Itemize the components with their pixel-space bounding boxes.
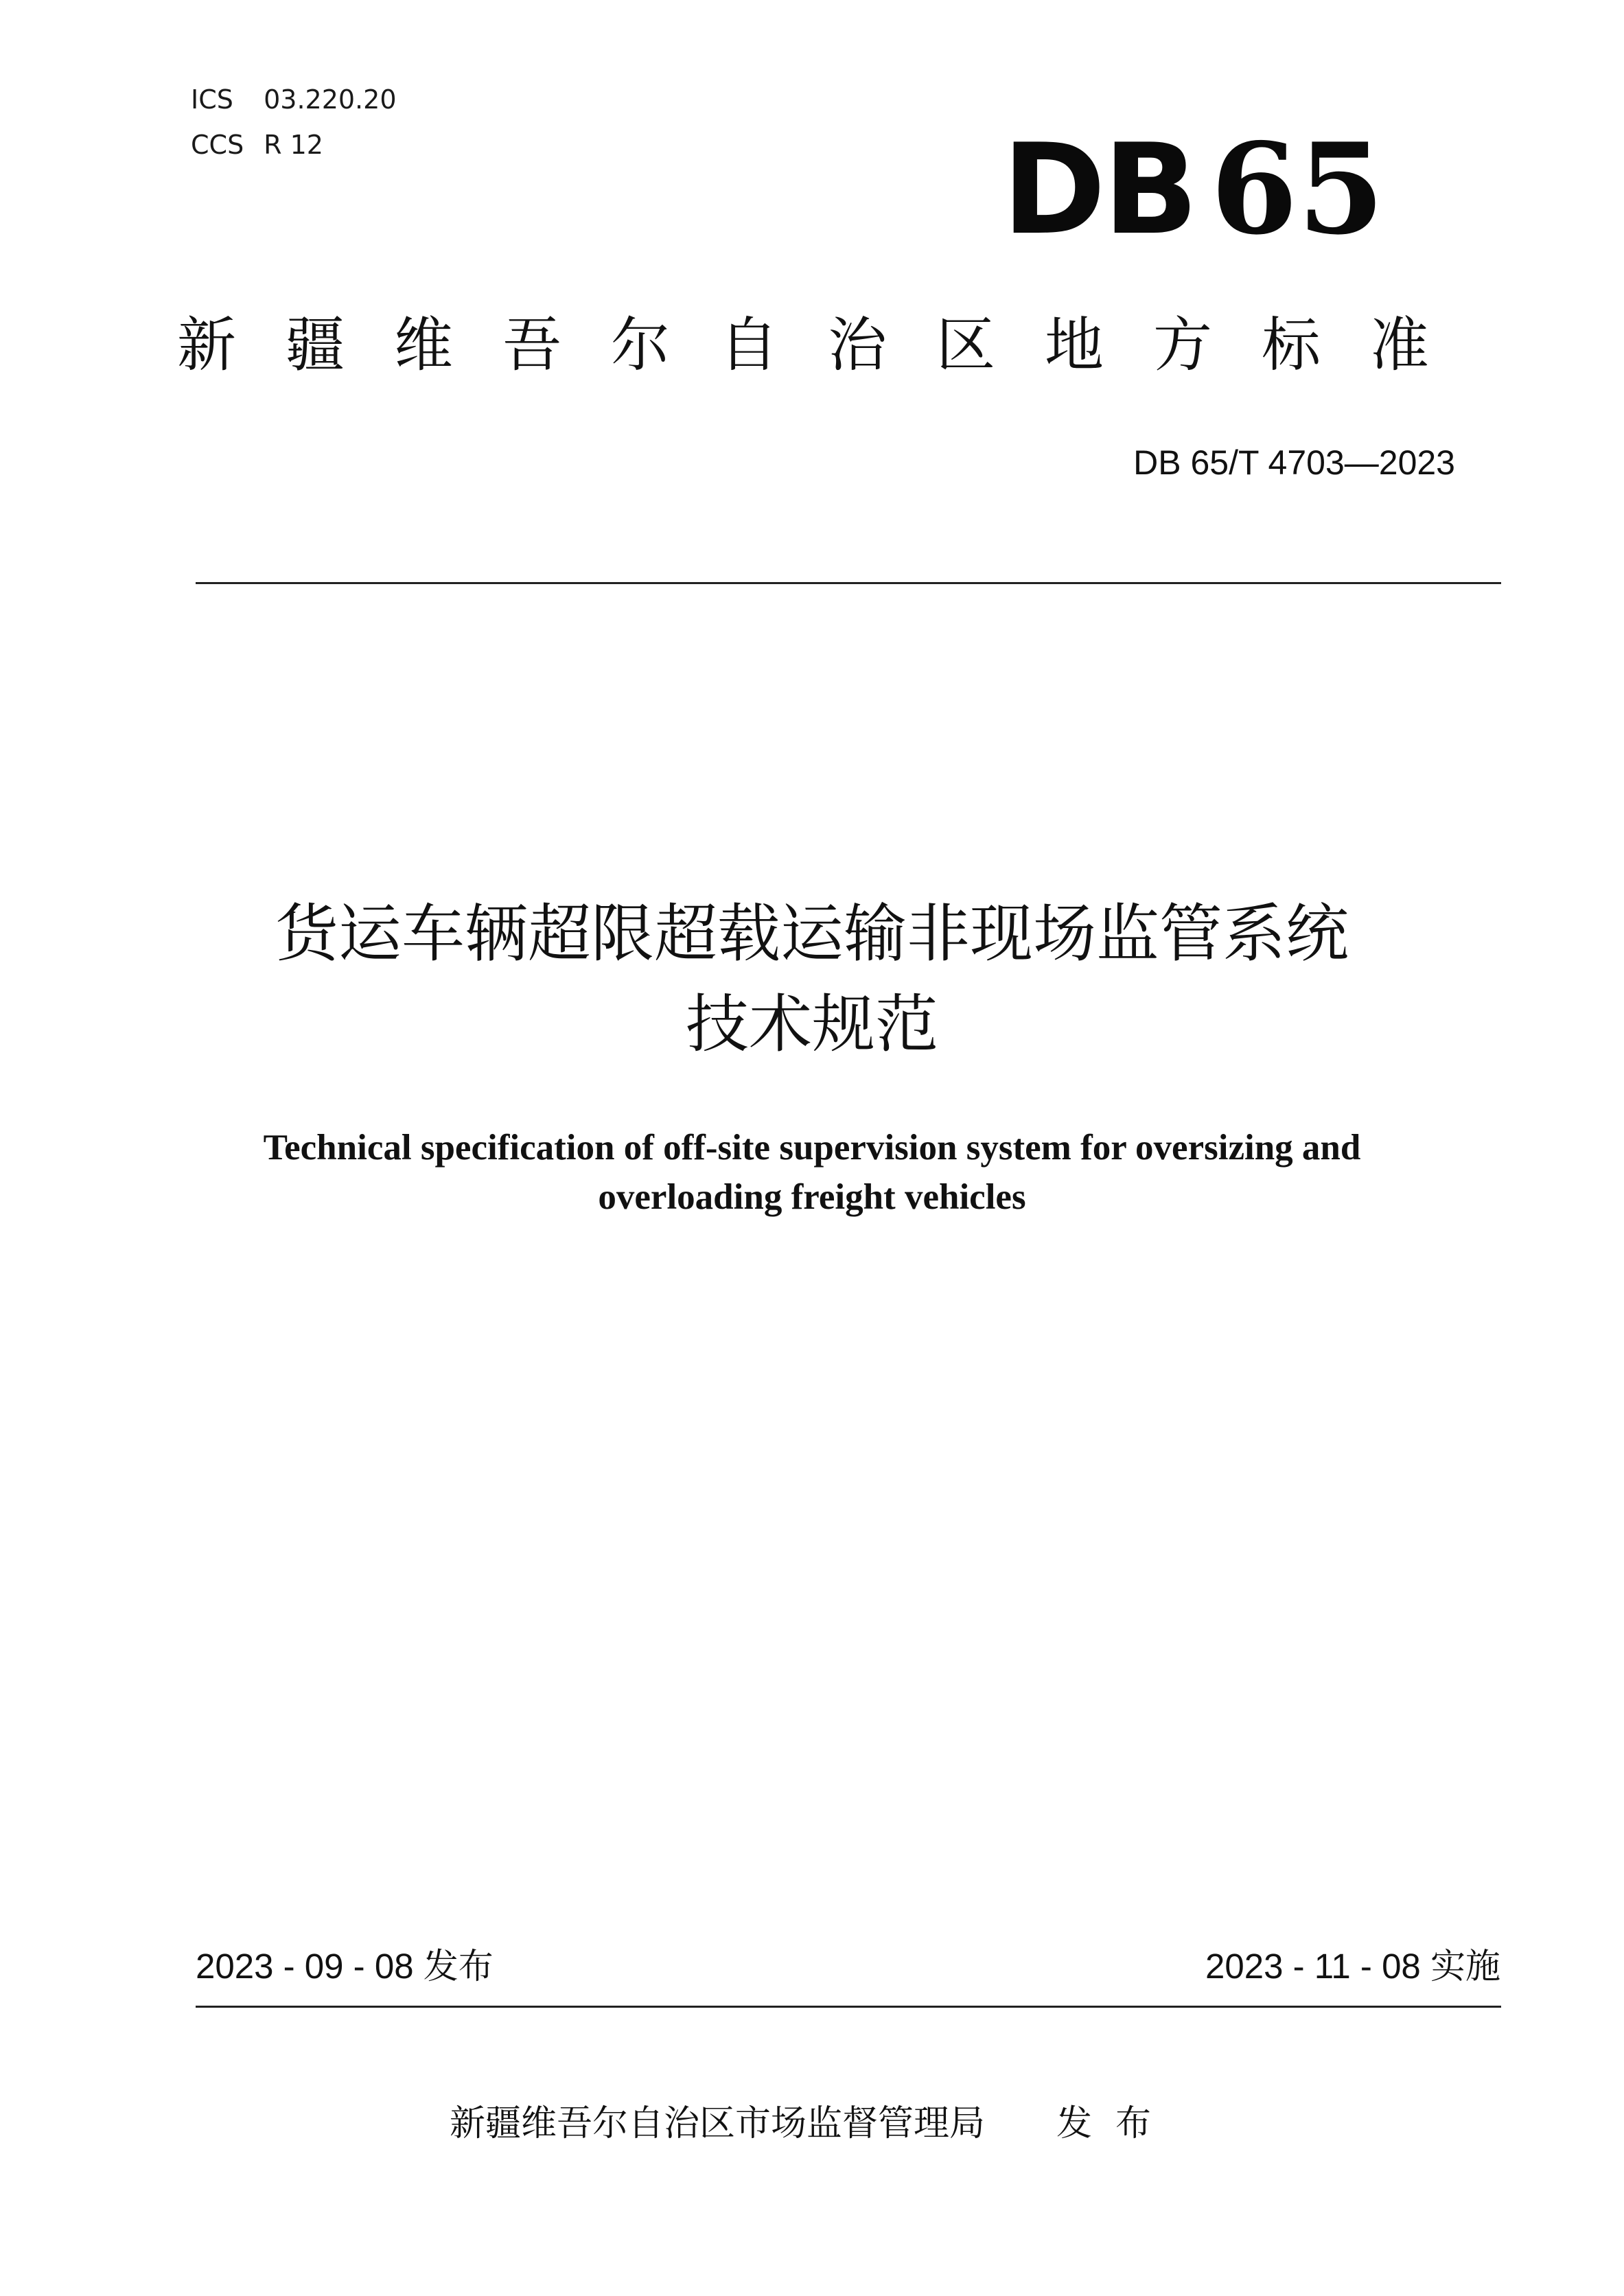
publisher-action: 发布	[1056, 2103, 1175, 2144]
ccs-code: R 12	[264, 130, 323, 160]
publisher-line	[0, 2099, 1624, 2148]
top-divider	[196, 582, 1501, 584]
logo-prefix: DB	[1002, 117, 1196, 262]
publisher-name: 新疆维吾尔自治区市场监督管理局	[449, 2103, 985, 2144]
standard-category: 新疆维吾尔自治区地方标准	[177, 311, 1478, 380]
ccs-row	[191, 122, 397, 167]
bottom-divider	[196, 2006, 1501, 2008]
title-en-line2: overloading freight vehicles	[598, 1177, 1026, 1217]
effective-date: 2023 - 11 - 08	[1205, 1947, 1421, 1986]
title-cn-line1: 货运车辆超限超载运输非现场监管系统	[275, 897, 1349, 971]
title-cn-line2: 技术规范	[685, 988, 938, 1061]
standard-number: DB 65/T 4703—2023	[1133, 443, 1455, 482]
issued-date-line	[196, 1943, 494, 1991]
logo-number: 65	[1210, 115, 1385, 262]
effective-label: 实施	[1430, 1947, 1500, 1987]
issued-label: 发布	[423, 1947, 494, 1987]
db65-logo	[1002, 115, 1385, 262]
ccs-label: CCS	[191, 130, 244, 160]
title-en-line1: Technical specification of off-site supervision system for oversizing and	[263, 1128, 1361, 1168]
effective-date-line	[1205, 1943, 1500, 1991]
ics-row	[191, 77, 397, 122]
ics-code: 03.220.20	[264, 84, 397, 115]
issued-date: 2023 - 09 - 08	[196, 1947, 414, 1986]
ics-label: ICS	[191, 84, 233, 115]
classification-codes	[191, 77, 397, 167]
